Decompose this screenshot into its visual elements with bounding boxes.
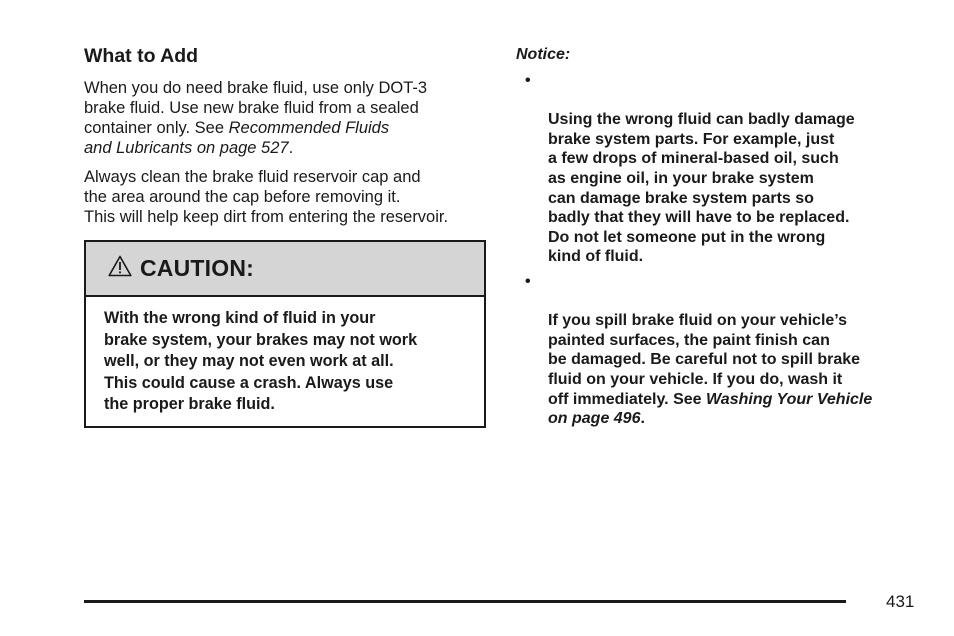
caution-body: With the wrong kind of fluid in your brake system, your brakes may not work well, or they may not even work at all. This could cause a crash. Always use the proper brake fluid.: [104, 309, 418, 413]
bullet-text: Using the wrong fluid can badly damage brake system parts. For example, just a few drops of mineral-based oil, such as engine oil, in your brake system can damage brake system parts so badly that they will have to be replaced. Do not let someone put in the wrong kind of fluid.: [548, 111, 855, 266]
left-column: [84, 44, 488, 236]
paragraph-dot3-end: .: [288, 139, 294, 157]
list-item: [516, 272, 926, 429]
caution-header: [86, 242, 484, 297]
warning-triangle-icon: [108, 255, 132, 282]
list-item: [516, 71, 926, 267]
bullet-icon: •: [525, 272, 531, 290]
bullet-text-end: .: [640, 410, 645, 428]
right-column: [516, 45, 926, 434]
notice-label: Notice:: [516, 46, 571, 63]
paragraph-dot3-text: When you do need brake fluid, use only DOT-3 brake fluid. Use new brake fluid from a sealed container only. See: [84, 79, 428, 137]
bullet-text-start: If you spill brake fluid on your vehicle’s painted surfaces, the paint finish can be damaged. Be careful not to spill brake fluid on your vehicle. If you do, wash it off immediately. See: [548, 312, 861, 408]
notice-list: [516, 71, 926, 429]
bullet-icon: •: [525, 72, 531, 89]
section-heading: What to Add: [84, 45, 199, 67]
footer-divider: [84, 600, 846, 603]
paragraph-clean-cap: Always clean the brake fluid reservoir cap and the area around the cap before removing it. This will help keep dirt from entering the reservoir.: [84, 168, 449, 226]
page-number: 431: [886, 592, 915, 611]
bullet-text: [548, 312, 872, 427]
paragraph-dot3: [84, 78, 488, 158]
recommended-fluids-reference[interactable]: Recommended Fluids and Lubricants on page 527: [84, 119, 390, 157]
washing-vehicle-reference[interactable]: Washing Your Vehicle on page 496: [548, 390, 873, 428]
caution-title: CAUTION:: [140, 255, 255, 281]
caution-box: [84, 240, 486, 428]
